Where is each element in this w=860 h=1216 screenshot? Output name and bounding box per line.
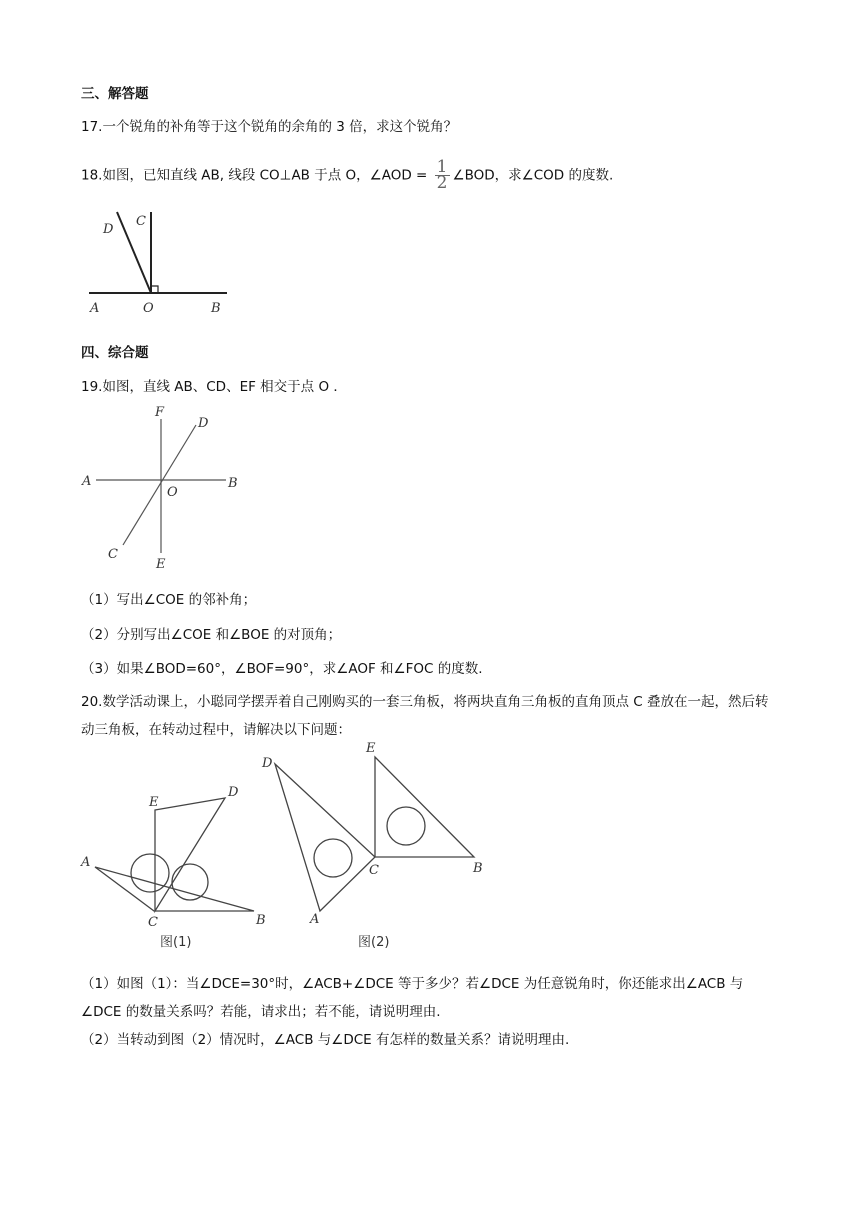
label-b: B: [228, 476, 238, 491]
triangle-dca: [275, 764, 375, 911]
label-o: O: [167, 485, 178, 500]
label-a: A: [81, 855, 91, 870]
label-e: E: [156, 557, 166, 572]
fraction-one-half: [435, 157, 450, 193]
question-20-sub-2: （2）当转动到图（2）情况时，∠ACB 与∠DCE 有怎样的数量关系？请说明理由.: [81, 1032, 570, 1048]
label-d: D: [198, 416, 209, 431]
right-angle-mark: [151, 286, 158, 293]
label-b: B: [211, 301, 221, 316]
caption-figure-1: [160, 935, 191, 950]
label-d: D: [103, 222, 114, 237]
circle-hole-2: [387, 807, 425, 845]
label-f: F: [155, 405, 165, 420]
question-18-text-before: 18.如图，已知直线 AB, 线段 CO⊥AB 于点 O，∠AOD =: [81, 167, 432, 184]
label-e: E: [149, 795, 159, 810]
question-19-sub-1: （1）写出∠COE 的邻补角；: [81, 592, 257, 608]
label-c: C: [369, 863, 379, 878]
fraction-numerator: 1: [436, 157, 448, 177]
label-d: D: [262, 756, 273, 771]
circle-hole-1: [314, 839, 352, 877]
caption-figure-2-number: (2): [371, 935, 390, 950]
figure-19: [78, 400, 243, 575]
section-4-heading: 四、综合题: [81, 345, 149, 361]
question-20-sub-1: （1）如图（1）：当∠DCE=30°时，∠ACB+∠DCE 等于多少？若∠DCE 为任意锐角时，你还能求出∠ACB 与∠DCE 的数量关系吗？若能，请求出；若不能，请说明理由.: [81, 976, 744, 1020]
label-b: B: [473, 861, 483, 876]
triangle-dce: [155, 798, 225, 911]
question-20: 20.数学活动课上，小聪同学摆弄着自己刚购买的一套三角板，将两块直角三角板的直角顶点 C 叠放在一起，然后转动三角板，在转动过程中，请解决以下问题：: [81, 694, 769, 738]
circle-hole-1: [131, 854, 169, 892]
label-c: C: [108, 547, 118, 562]
label-d: D: [228, 785, 239, 800]
caption-figure-2: [358, 935, 389, 950]
line-cd: [123, 425, 196, 545]
caption-figure-1-number: (1): [173, 935, 192, 950]
triangle-ecb: [375, 757, 474, 857]
caption-figure-1-text: 图: [160, 935, 174, 950]
label-a: A: [90, 301, 100, 316]
label-a: A: [82, 474, 92, 489]
caption-figure-2-text: 图: [358, 935, 372, 950]
label-e: E: [366, 741, 376, 756]
label-a: A: [310, 912, 320, 927]
label-c: C: [136, 214, 146, 229]
label-b: B: [256, 913, 266, 928]
question-18-text-after: ∠BOD，求∠COD 的度数.: [452, 167, 614, 184]
question-17: 17.一个锐角的补角等于这个锐角的余角的 3 倍，求这个锐角？: [81, 119, 458, 135]
figure-20-1: [78, 778, 278, 953]
figure-18: [80, 205, 240, 320]
figure-20-2: [255, 735, 495, 950]
question-19-sub-3: （3）如果∠BOD=60°，∠BOF=90°，求∠AOF 和∠FOC 的度数.: [81, 661, 483, 677]
question-18: [81, 157, 614, 193]
label-o: O: [143, 301, 154, 316]
question-19: 19.如图，直线 AB、CD、EF 相交于点 O ．: [81, 379, 347, 395]
fraction-denominator: 2: [436, 173, 448, 193]
question-19-sub-2: （2）分别写出∠COE 和∠BOE 的对顶角；: [81, 627, 342, 643]
circle-hole-2: [172, 864, 208, 900]
section-3-heading: 三、解答题: [81, 86, 149, 102]
label-c: C: [148, 915, 158, 930]
